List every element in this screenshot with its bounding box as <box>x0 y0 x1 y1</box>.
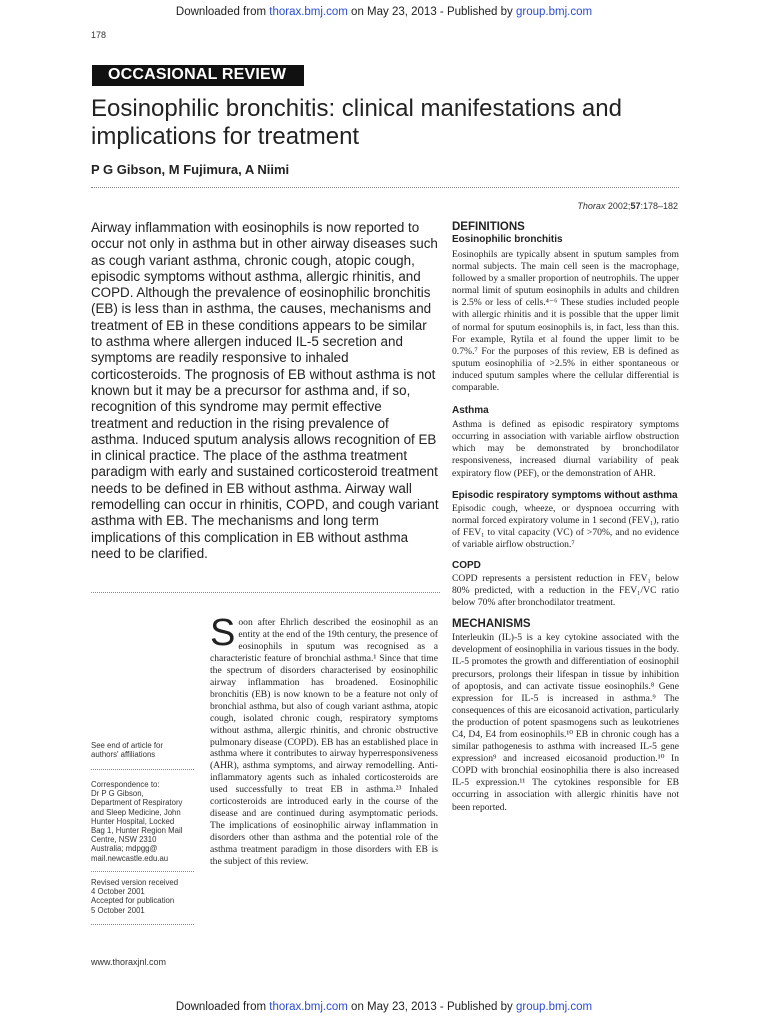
asthma-subheading: Asthma <box>452 405 489 417</box>
correspondence-line: Hunter Hospital, Locked <box>91 816 175 826</box>
mechanisms-text: Interleukin (IL)-5 is a key cytokine associated with the development of eosinophilia in various tissues in the body. IL-5 promotes the growth and differentiation of eosinophil precursors, prolongs their lifespan in tissue by inhibition of apoptosis, and can activate tissue eosinophils.⁸ Gene expression for IL-5 is increased in asthma.⁹ The consequences of this are eicosanoid activation, particularly the production of potent spasmogens such as leukotrienes C4, D4, E4 from eosinophils.¹⁰ EB in chronic cough has a similar pathogenesis to asthma with increased IL-5 gene expression⁹ and increased eicosanoid production.¹⁰ In COPD with bronchial eosinophilia there is also increased IL-5 expression.¹¹ The cytokines responsible for EB occurring in association with allergic rhinitis have not been reported. <box>452 632 679 813</box>
banner-middle: on May 23, 2013 - Published by <box>347 6 516 18</box>
correspondence-line: Department of Respiratory <box>91 798 183 808</box>
divider-top <box>91 187 679 188</box>
eb-subheading: Eosinophilic bronchitis <box>452 234 563 245</box>
sidebar-divider <box>91 769 194 770</box>
citation-volume: 57 <box>630 201 641 211</box>
eb-definition: Eosinophils are typically absent in sputum samples from normal subjects. The main cell seen is the macrophage, followed by a smaller proportion of neutrophils. The upper normal limit of sputum eosinophils in adults and children is 2.5% or less of cells.⁴⁻⁶ These studies included people with allergic rhinitis and it is possible that the upper limit of normal for sputum eosinophils is, in fact, less than this. For example, Rytila et al found the upper limit to be 0.7%.⁷ For the purposes of this review, EB is defined as sputum eosinophilia of >2.5% in either spontaneous or induced sputum samples where the cellular differential is comparable. <box>452 249 679 394</box>
article-dates <box>91 878 203 915</box>
date-line: Accepted for publication <box>91 896 175 906</box>
banner-prefix: Downloaded from <box>175 1001 270 1013</box>
article-title: Eosinophilic bronchitis: clinical manifestations and implications for treatment <box>91 95 622 150</box>
asthma-definition: Asthma is defined as episodic respiratory symptoms occurring in association with variable airflow obstruction which may be demonstrated by bronchodilator responsiveness, increased diurnal variability of peak expiratory flow (PEF), or the demonstration of AHR. <box>452 419 679 479</box>
correspondence-line: Bag 1, Hunter Region Mail <box>91 826 183 836</box>
page-number: 178 <box>91 30 107 40</box>
correspondence-line: and Sleep Medicine, John <box>91 807 181 817</box>
sidebar-divider <box>91 924 194 925</box>
correspondence-line: Australia; mdpgg@ <box>91 844 158 854</box>
drop-cap: S <box>210 612 236 654</box>
sidebar-divider <box>91 871 194 872</box>
authors: P G Gibson, M Fujimura, A Niimi <box>91 162 290 177</box>
section-label: OCCASIONAL REVIEW <box>92 65 304 86</box>
affiliations-line: See end of article for <box>91 741 163 750</box>
download-banner-bottom <box>0 1001 768 1013</box>
correspondence <box>91 780 203 863</box>
citation <box>577 201 678 211</box>
group-bmj-link[interactable]: group.bmj.com <box>516 1001 593 1013</box>
affiliations-line: authors' affiliations <box>91 750 156 760</box>
copd-subheading: COPD <box>452 559 481 571</box>
correspondence-line: Dr P G Gibson, <box>91 789 144 799</box>
thorax-link[interactable]: thorax.bmj.com <box>269 6 348 18</box>
intro-paragraph <box>210 612 438 868</box>
correspondence-line: Correspondence to: <box>91 780 160 789</box>
correspondence-line: mail.newcastle.edu.au <box>91 853 169 863</box>
citation-year: 2002; <box>605 201 631 211</box>
correspondence-line: Centre, NSW 2310 <box>91 835 157 845</box>
thorax-link[interactable]: thorax.bmj.com <box>269 1001 348 1013</box>
banner-middle: on May 23, 2013 - Published by <box>347 1001 516 1013</box>
download-banner-top <box>0 6 768 18</box>
affiliations-note <box>91 741 203 759</box>
footer-url: www.thoraxjnl.com <box>91 957 167 967</box>
date-line: Revised version received <box>91 878 179 887</box>
group-bmj-link[interactable]: group.bmj.com <box>516 6 593 18</box>
intro-text: oon after Ehrlich described the eosinophil as an entity at the end of the 19th century, the presence of eosinophils in sputum was recognised as a characteristic feature of bronchial asthma.¹ Since that time the spectrum of disorders characterised by eosinophilic airway inflammation has broadened. Eosinophilic bronchitis (EB) is now known to be a feature not only of bronchial asthma, but also of cough variant asthma, atopic cough, isolated chronic cough, respiratory symptoms without asthma, allergic rhinitis, and chronic obstructive pulmonary disease (COPD). EB has an established place in asthma where it contributes to airway hyperresponsiveness (AHR), asthma symptoms, and airway remodelling. Anti-inflammatory agents such as inhaled corticosteroids are used successfully to treat EB in asthma.²³ Inhaled corticosteroids are introduced early in the course of the disease and are continued during asymptomatic periods. The implications of eosinophilic airway inflammation in disorders other than asthma and the potential role of the asthma treatment paradigm in those disorders with EB is the subject of this review. <box>210 617 438 868</box>
divider-abstract <box>91 592 440 593</box>
mechanisms-heading: MECHANISMS <box>452 618 531 631</box>
right-column <box>452 220 679 814</box>
abstract: Airway inflammation with eosinophils is now reported to occur not only in asthma but in other airway diseases such as cough variant asthma, chronic cough, atopic cough, episodic symptoms without asthma, allergic rhinitis, and COPD. Although the prevalence of eosinophilic bronchitis (EB) is less than in asthma, the causes, mechanisms and treatment of EB in these conditions appears to be similar to asthma where allergen induced IL-5 secretion and symptoms are readily responsive to inhaled corticosteroids. The prognosis of EB without asthma is not known but it may be a precursor for asthma and, if so, recognition of this syndrome may permit effective treatment and reduction in the rising prevalence of asthma. Induced sputum analysis allows recognition of EB in clinical practice. The place of the asthma treatment paradigm with early and sustained corticosteroid treatment needs to be defined in EB without asthma. Airway wall remodelling can occur in rhinitis, COPD, and cough variant asthma with EB. The mechanisms and long term implications of this complication in EB without asthma need to be clarified. <box>91 220 439 561</box>
date-line: 4 October 2001 <box>91 887 145 897</box>
episodic-subheading: Episodic respiratory symptoms without asthma <box>452 489 678 501</box>
date-line: 5 October 2001 <box>91 905 145 915</box>
citation-journal: Thorax <box>577 201 606 211</box>
copd-definition: COPD represents a persistent reduction in FEV₁ below 80% predicted, with a reduction in the FEV₁/VC ratio below 70% after bronchodilator treatment. <box>452 572 679 609</box>
banner-prefix: Downloaded from <box>175 6 270 18</box>
citation-pages: :178–182 <box>640 201 678 211</box>
definitions-heading: DEFINITIONS <box>452 221 525 233</box>
episodic-definition: Episodic cough, wheeze, or dyspnoea occurring with normal forced expiratory volume in 1 second (FEV₁), ratio of FEV₁ to vital capacity (VC) of >70%, and no evidence of variable airflow obstruction.⁷ <box>452 502 679 550</box>
